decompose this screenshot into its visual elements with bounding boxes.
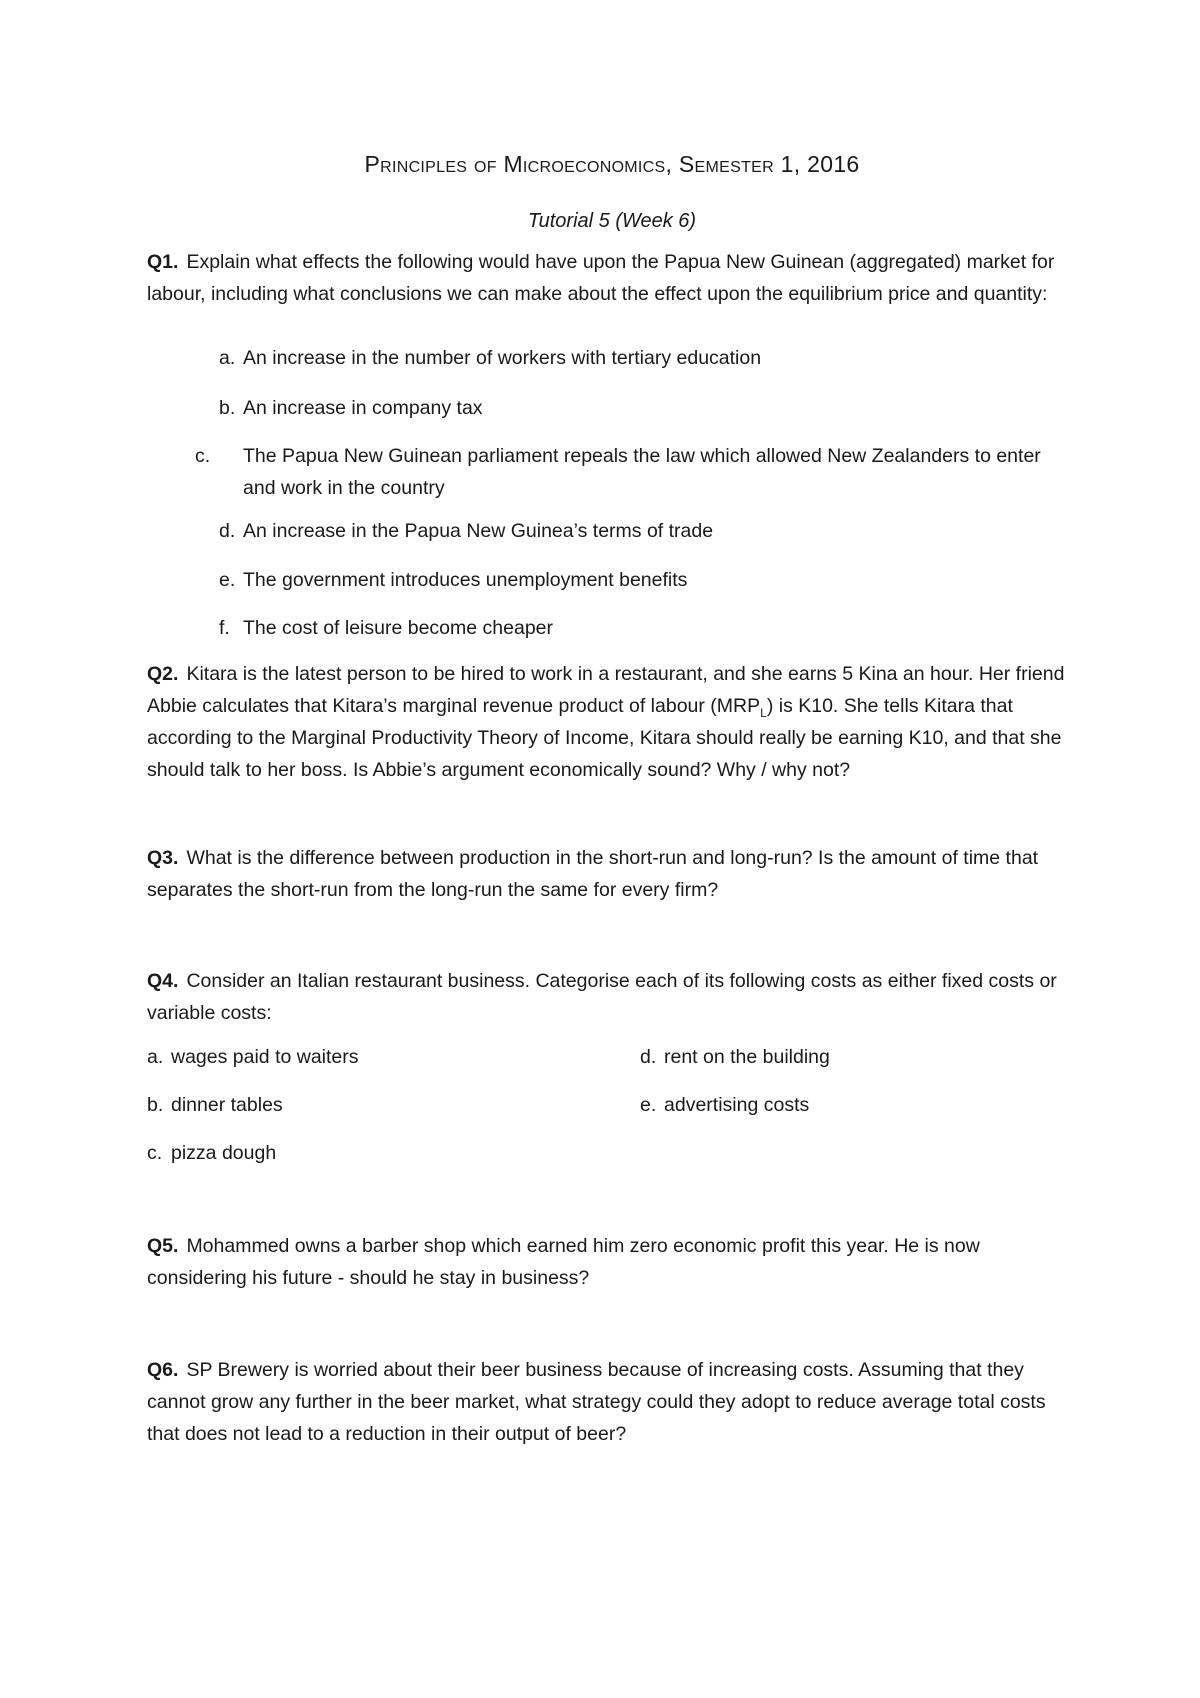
list-item-text: rent on the building — [664, 1046, 830, 1068]
question-number: Q4. — [147, 970, 179, 992]
subscript: L — [760, 705, 767, 720]
question-number: Q2. — [147, 663, 179, 685]
question-text: Consider an Italian restaurant business. Categorise each of its following costs as either fixed costs or variable costs: — [147, 970, 1057, 1024]
question-number: Q3. — [147, 847, 179, 869]
document-title: Principles of Microeconomics, Semester 1, 2016 — [364, 151, 860, 177]
list-item-label: c. — [195, 445, 211, 467]
question-4 — [147, 965, 1077, 1029]
question-1 — [147, 246, 1077, 310]
list-item-text: advertising costs — [664, 1094, 810, 1116]
list-item-text: dinner tables — [171, 1094, 283, 1116]
list-item-label: a. — [147, 1046, 164, 1068]
list-item — [219, 612, 1039, 644]
question-text: What is the difference between production in the short-run and long-run? Is the amount of time that separates the short-run from the long-run the same for every firm? — [147, 847, 1039, 901]
document-subtitle: Tutorial 5 (Week 6) — [527, 210, 697, 232]
question-number: Q5. — [147, 1235, 179, 1257]
list-item-label: f. — [219, 617, 230, 639]
list-item — [640, 1089, 809, 1121]
list-item-label: c. — [147, 1142, 163, 1164]
list-item-label: b. — [147, 1094, 164, 1116]
question-2 — [147, 658, 1077, 786]
list-item-text: An increase in company tax — [243, 397, 483, 419]
list-item-text: wages paid to waiters — [171, 1046, 359, 1068]
list-item — [147, 1089, 283, 1121]
list-item-text: An increase in the Papua New Guinea’s terms of trade — [243, 520, 714, 542]
list-item-text: The Papua New Guinean parliament repeals the law which allowed New Zealanders to enter and work in the country — [243, 445, 1041, 499]
list-item — [640, 1041, 830, 1073]
question-3 — [147, 842, 1077, 906]
list-item — [219, 515, 1039, 547]
question-number: Q6. — [147, 1359, 179, 1381]
question-text-continued: ) is K10. She tells Kitara that according to the Marginal Productivity Theory of Income, Kitara should really be earning K10, and that she should talk to her boss. Is Abbie’s argument economically sound? Why / why not? — [147, 695, 1062, 781]
question-text: Explain what effects the following would have upon the Papua New Guinean (aggregated) market for labour, including what conclusions we can make about the effect upon the equilibrium price and quantity: — [147, 251, 1055, 305]
list-item-label: b. — [219, 397, 236, 419]
list-item-label: d. — [640, 1046, 657, 1068]
question-text: Mohammed owns a barber shop which earned him zero economic profit this year. He is now considering his future - should he stay in business? — [147, 1235, 980, 1289]
question-6 — [147, 1354, 1077, 1450]
question-text: Kitara is the latest person to be hired to work in a restaurant, and she earns 5 Kina an hour. Her friend Abbie calculates that Kitara’s marginal revenue product of labour (MRP — [147, 663, 1065, 717]
list-item — [219, 342, 1039, 374]
list-item-text: pizza dough — [171, 1142, 277, 1164]
list-item — [195, 440, 1043, 504]
list-item-text: An increase in the number of workers with tertiary education — [243, 347, 762, 369]
question-text: SP Brewery is worried about their beer business because of increasing costs. Assuming that they cannot grow any further in the beer market, what strategy could they adopt to reduce average total costs that does not lead to a reduction in their output of beer? — [147, 1359, 1046, 1445]
list-item-text: The government introduces unemployment benefits — [243, 569, 688, 591]
list-item-label: a. — [219, 347, 236, 369]
list-item-label: e. — [640, 1094, 657, 1116]
list-item — [147, 1041, 359, 1073]
question-5 — [147, 1230, 1077, 1294]
list-item — [219, 564, 1039, 596]
list-item-label: d. — [219, 520, 236, 542]
list-item — [219, 392, 1039, 424]
list-item-text: The cost of leisure become cheaper — [243, 617, 554, 639]
question-number: Q1. — [147, 251, 179, 273]
list-item — [147, 1137, 276, 1169]
list-item-label: e. — [219, 569, 236, 591]
